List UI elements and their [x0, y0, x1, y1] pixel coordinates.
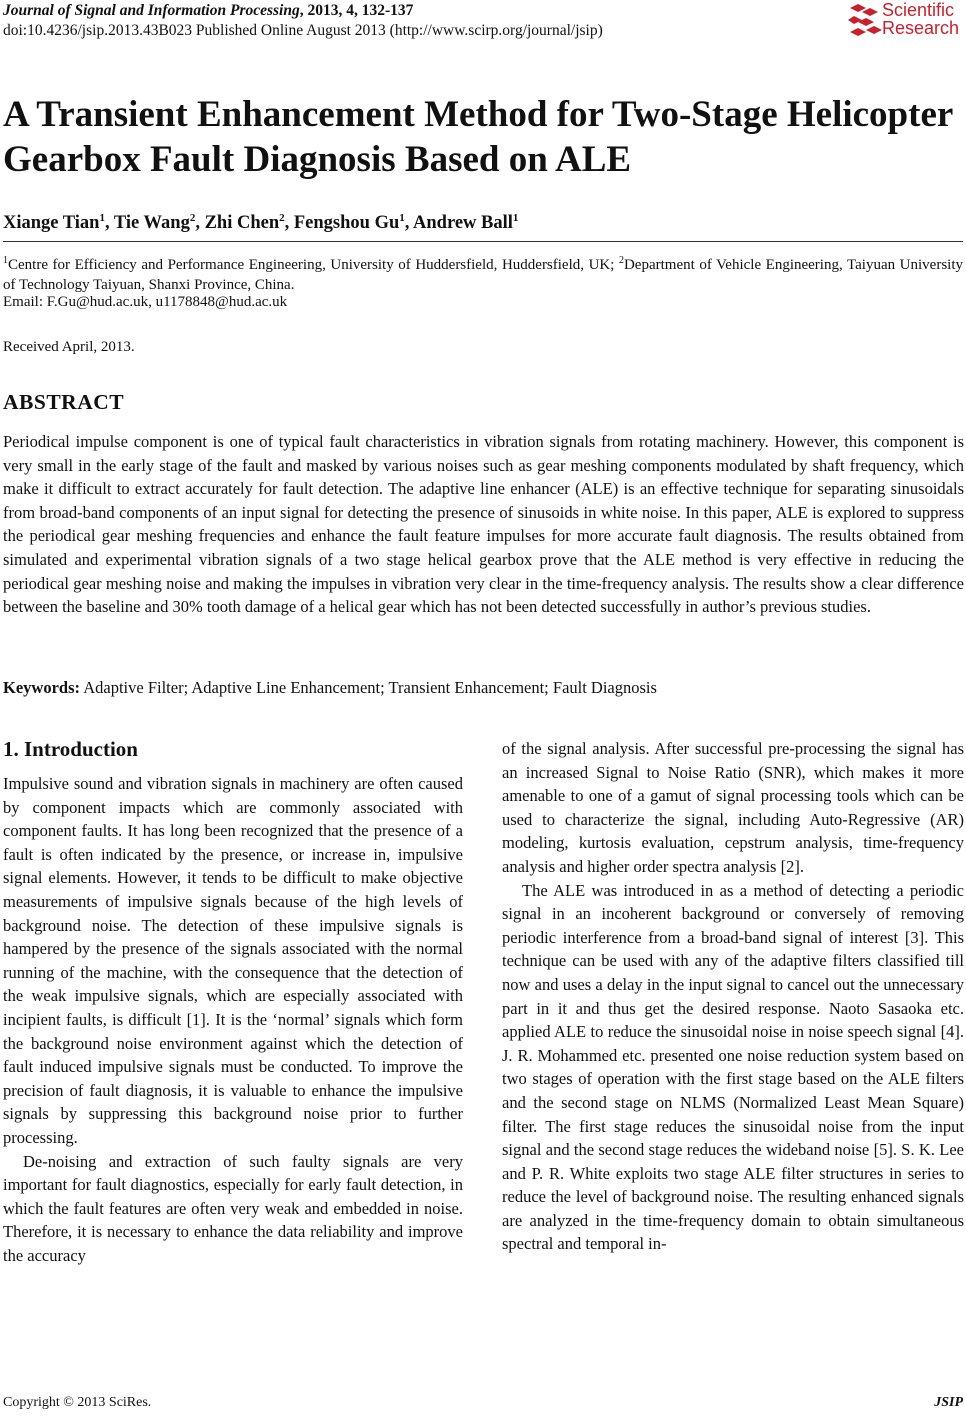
logo-text-scientific: Scientific: [882, 0, 955, 20]
affiliation-2: Department of Vehicle Engineering, Taiyuan University of Technology Taiyuan, Shanxi Province, China.: [3, 257, 963, 293]
affiliations: [3, 251, 963, 295]
paragraph: The ALE was introduced in as a method of detecting a periodic signal in an incoherent background or conversely of removing periodic interference from a broad-band signal of interest [3]. This technique can be used with any of the adaptive filters classified till now and uses a delay in the input signal to cancel out the unnecessary part in it and thus get the desired response. Naoto Sasaoka etc. applied ALE to reduce the sinusoidal noise in noise speech signal [4]. J. R. Mohammed etc. presented one noise reduction system based on two stages of operation with the first stage based on the ALE filters and the second stage on NLMS (Normalized Least Mean Square) filter. The first stage reduces the sinusoidal noise from the input signal and the second stage reduces the wideband noise [5]. S. K. Lee and P. R. White exploits two stage ALE filter structures in series to reduce the level of background noise. The resulting enhanced signals are analyzed in the time-frequency domain to obtain simultaneous spectral and temporal in-: [502, 880, 964, 1254]
affiliation-marker: 1: [3, 255, 8, 266]
affiliation-marker: 1: [99, 212, 105, 224]
affiliation-marker: 1: [512, 212, 519, 224]
right-column: [502, 737, 964, 1256]
received-date: Received April, 2013.: [3, 339, 135, 355]
author-name: Fengshou Gu: [293, 213, 400, 234]
journal-abbreviation: JSIP: [934, 1395, 963, 1410]
author-email[interactable]: Email: F.Gu@hud.ac.uk, u1178848@hud.ac.uk: [3, 294, 288, 310]
paragraph: De-noising and extraction of such faulty signals are very important for fault diagnostics, especially for early fault detection, in which the fault features are often very weak and embedded in noise. Therefore, it is necessary to enhance the data reliability and improve the accuracy: [3, 1151, 463, 1265]
author-name: Tie Wang: [113, 213, 190, 234]
author-name: Xiange Tian: [3, 213, 100, 234]
abstract-body: Periodical impulse component is one of typical fault characteristics in vibration signals from rotating machinery. However, this component is very small in the early stage of the fault and masked by various noises such as gear meshing components modulated by shaft frequency, which make it difficult to extract accurately for fault detection. The adaptive line enhancer (ALE) is an effective technique for separating sinusoidals from broad-band components of an input signal for detecting the presence of sinusoids in white noise. In this paper, ALE is explored to suppress the periodical gear meshing frequencies and enhance the fault feature impulses for more accurate fault diagnosis. The results obtained from simulated and experimental vibration signals of a two stage helical gearbox prove that the ALE method is very effective in reducing the periodical gear meshing noise and making the impulses in vibration very clear in the time-frequency analysis. The results show a clear difference between the baseline and 30% tooth damage of a helical gear which has not been detected successfully in author’s previous studies.: [3, 432, 964, 617]
copyright-footer: Copyright © 2013 SciRes.: [3, 1395, 152, 1410]
scientific-research-logo-icon: [848, 2, 882, 38]
paper-title: A Transient Enhancement Method for Two-Stage Helicopter Gearbox Fault Diagnosis Based on ALE: [3, 94, 953, 180]
paragraph: of the signal analysis. After successful pre-processing the signal has an increased Signal to Noise Ratio (SNR), which makes it more amenable to one of a gamut of signal processing tools which can be used to characterize the signal, including Auto-Regressive (AR) modeling, kurtosis evaluation, cepstrum analysis, time-frequency analysis and higher order spectra analysis [2].: [502, 739, 964, 876]
author-name: Zhi Chen: [204, 213, 280, 234]
affiliation-marker: 2: [189, 212, 196, 224]
paragraph: Impulsive sound and vibration signals in machinery are often caused by component impacts which are commonly associated with component faults. It has long been recognized that the presence of a fault is often indicated by the presence, or increase in, impulsive signal elements. However, it tends to be difficult to make objective measurements of impulsive signals because of the high levels of background noise. The detection of these impulsive signals is hampered by the presence of the signals associated with the normal running of the machine, with the consequence that the detection of the weak impulsive signals, which are especially associated with incipient faults, is difficult [1]. It is the ‘normal’ signals which form the background noise environment against which the detection of fault induced impulsive signals must be conducted. To improve the precision of fault diagnosis, it is valuable to enhance the impulsive signals by suppressing this background noise prior to further processing.: [3, 774, 463, 1147]
logo-text-research: Research: [882, 18, 960, 38]
publisher-logo: [848, 0, 966, 42]
doi-line[interactable]: doi:10.4236/jsip.2013.43B023 Published Online August 2013 (http://www.scirp.org/journal/jsip): [3, 22, 603, 39]
abstract-heading: ABSTRACT: [3, 390, 125, 414]
keywords-label: Keywords:: [3, 678, 80, 697]
author-name: Andrew Ball: [413, 213, 513, 234]
journal-name: Journal of Signal and Information Processing: [3, 2, 300, 19]
journal-citation: [3, 2, 413, 20]
affiliation-1: Centre for Efficiency and Performance Engineering, University of Huddersfield, Huddersfield, UK;: [8, 257, 619, 273]
affiliation-marker: 1: [399, 212, 405, 224]
section-heading: 1. Introduction: [3, 737, 138, 761]
author-list: Xiange Tian$^1$, Tie Wang$^2$, Zhi Chen$^2$, Fengshou Gu$^1$, Andrew Ball$^1$: [3, 212, 519, 234]
left-column: [3, 772, 463, 1267]
header-divider: [3, 241, 963, 242]
affiliation-marker: 2: [618, 255, 624, 266]
journal-volume-pages: , 2013, 4, 132-137: [299, 2, 414, 19]
affiliation-marker: 2: [279, 212, 285, 224]
keywords-text: Adaptive Filter; Adaptive Line Enhancement; Transient Enhancement; Fault Diagnosis: [80, 678, 657, 697]
keywords: [3, 678, 657, 698]
